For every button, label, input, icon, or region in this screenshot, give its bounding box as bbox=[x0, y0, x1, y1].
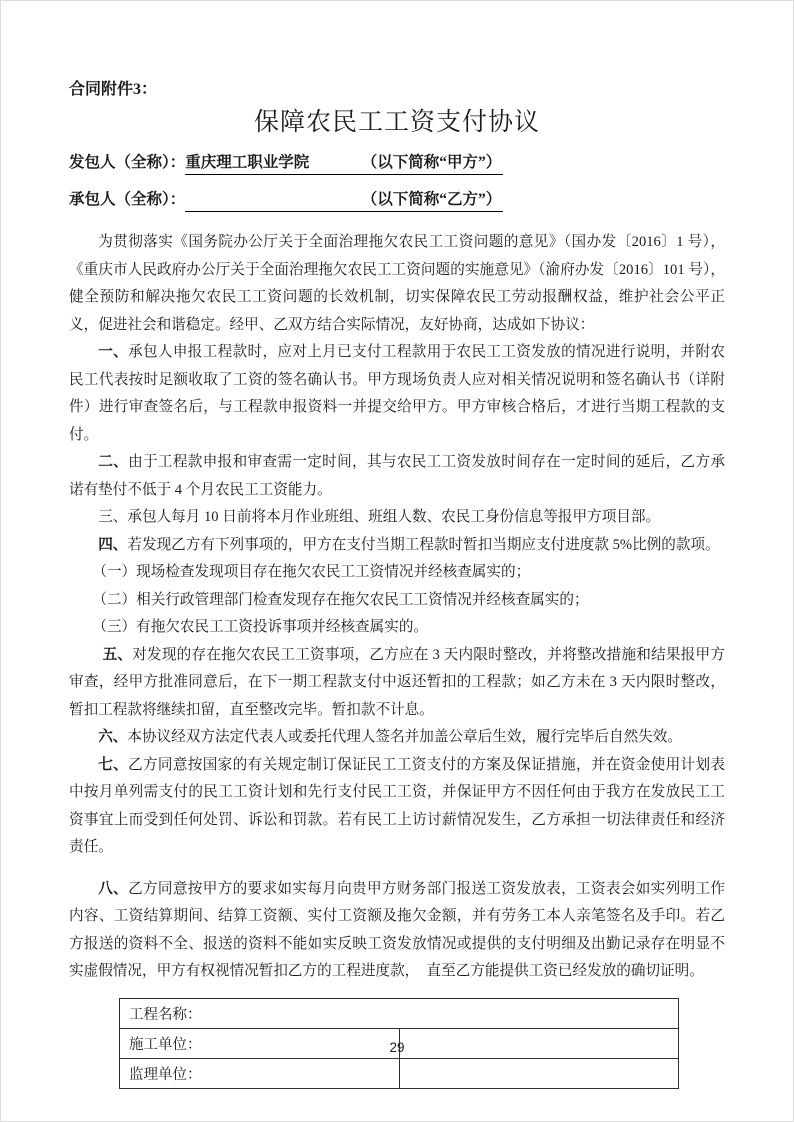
employer-value: 重庆理工职业学院 bbox=[185, 154, 310, 171]
construction-unit-cell: 施工单位： bbox=[120, 1028, 400, 1058]
clause-3 bbox=[69, 504, 725, 532]
agreement-body bbox=[69, 229, 725, 986]
employer-field bbox=[185, 152, 503, 175]
clause-7-number: 七、 bbox=[98, 756, 129, 773]
clause-8 bbox=[69, 876, 725, 986]
clause-4-subitem-3: （三）有拖欠农民工工资投诉事项并经核查属实的。 bbox=[92, 619, 429, 635]
attachment-label: 合同附件3： bbox=[69, 81, 158, 98]
clause-6 bbox=[69, 724, 725, 752]
intro-paragraph: 为贯彻落实《国务院办公厅关于全面治理拖欠农民工工资问题的意见》（国办发〔2016〕1 号），《重庆市人民政府办公厅关于全面治理拖欠农民工工资问题的实施意见》（渝府办发〔2016〕101 号），健全预防和解决拖欠农民工工资问题的长效机制，切实保障农民工劳动报酬权益，维护社会公平正义，促进社会和谐稳定。经甲、乙双方结合实际情况，友好协商，达成如下协议： bbox=[69, 234, 725, 333]
party-row-contractor bbox=[69, 189, 725, 212]
supervision-unit-value-cell bbox=[399, 1058, 679, 1088]
employer-alias: （以下简称“甲方”） bbox=[361, 154, 502, 171]
clause-4-number: 四、 bbox=[98, 536, 128, 553]
clause-8-number: 八、 bbox=[98, 880, 129, 897]
clause-3-number: 三、 bbox=[98, 509, 128, 525]
clause-1-number: 一、 bbox=[98, 344, 129, 360]
clause-5-number: 五、 bbox=[102, 646, 133, 663]
table-row bbox=[120, 1058, 679, 1088]
document-content bbox=[1, 81, 793, 1089]
contractor-field bbox=[185, 189, 503, 212]
employer-label: 发包人（全称）： bbox=[69, 154, 186, 171]
clause-2 bbox=[69, 449, 725, 504]
clause-4-text: 若发现乙方有下列事项的，甲方在支付当期工程款时暂扣当期应支付进度款 5%比例的款项。 bbox=[127, 536, 720, 553]
clause-7-text: 乙方同意按国家的有关规定制订保证民工工资支付的方案及保证措施，并在资金使用计划表中按月单列需支付的民工工资计划和先行支付民工工资，并保证甲方不因任何由于我方在发放民工工资事宜上而受到任何处罚、诉讼和罚款。若有民工上访讨薪情况发生，乙方承担一切法律责任和经济责任。 bbox=[69, 756, 725, 855]
clause-1-text: 承包人申报工程款时，应对上月已支付工程款用于农民工工资发放的情况进行说明，并附农民工代表按时足额收取了工资的签名确认书。甲方现场负责人应对相关情况说明和签名确认书（详附件）进行审查签名后，与工程款申报资料一并提交给甲方。甲方审核合格后，才进行当期工程款的支付。 bbox=[69, 344, 725, 443]
clause-4-subitem-1: （一）现场检查发现项目存在拖欠农民工工资情况并经核查属实的； bbox=[92, 564, 531, 580]
table-row bbox=[120, 998, 679, 1028]
supervision-unit-cell: 监理单位： bbox=[120, 1058, 400, 1088]
clause-2-number: 二、 bbox=[98, 454, 129, 470]
project-name-cell: 工程名称： bbox=[120, 998, 679, 1028]
contractor-label: 承包人（全称）： bbox=[69, 191, 186, 208]
clause-3-text: 承包人每月 10 日前将本月作业班组、班组人数、农民工身份信息等报甲方项目部。 bbox=[127, 509, 661, 525]
clause-4-subitem-2: （二）相关行政管理部门检查发现存在拖欠农民工工资情况并经核查属实的； bbox=[92, 591, 589, 608]
clause-8-text: 乙方同意按甲方的要求如实每月向贵甲方财务部门报送工资发放表，工资表会如实列明工作内容、工资结算期间、结算工资额、实付工资额及拖欠金额，并有劳务工本人亲笔签名及手印。若乙方报送的资料不全、报送的资料不能如实反映工资发放情况或提供的支付明细及出勤记录存在明显不实虚假情况，甲方有权视情况暂扣乙方的工程进度款， 直至乙方能提供工资已经发放的确切证明。 bbox=[69, 880, 725, 979]
page-number: 29 bbox=[389, 1040, 405, 1055]
clause-2-text: 由于工程款申报和审查需一定时间，其与农民工工资发放时间存在一定时间的延后，乙方承诺有垫付不低于 4 个月农民工工资能力。 bbox=[69, 454, 725, 498]
party-row-employer bbox=[69, 152, 725, 175]
clause-5-text: 对发现的存在拖欠农民工工资事项，乙方应在 3 天内限时整改，并将整改措施和结果报甲方审查，经甲方批准同意后，在下一期工程款支付中返还暂扣的工程款；如乙方未在 3 天内限时整改，暂扣工程款将继续扣留，直至整改完毕。暂扣款不计息。 bbox=[69, 646, 725, 718]
contractor-alias: （以下简称“乙方”） bbox=[361, 191, 502, 208]
clause-1 bbox=[69, 339, 725, 449]
clause-7 bbox=[69, 752, 725, 862]
document-title: 保障农民工工资支付协议 bbox=[253, 109, 540, 136]
clause-5 bbox=[69, 642, 725, 725]
clause-6-number: 六、 bbox=[98, 729, 128, 745]
clause-6-text: 本协议经双方法定代表人或委托代理人签名并加盖公章后生效，履行完毕后自然失效。 bbox=[127, 729, 682, 745]
clause-4 bbox=[69, 532, 725, 560]
